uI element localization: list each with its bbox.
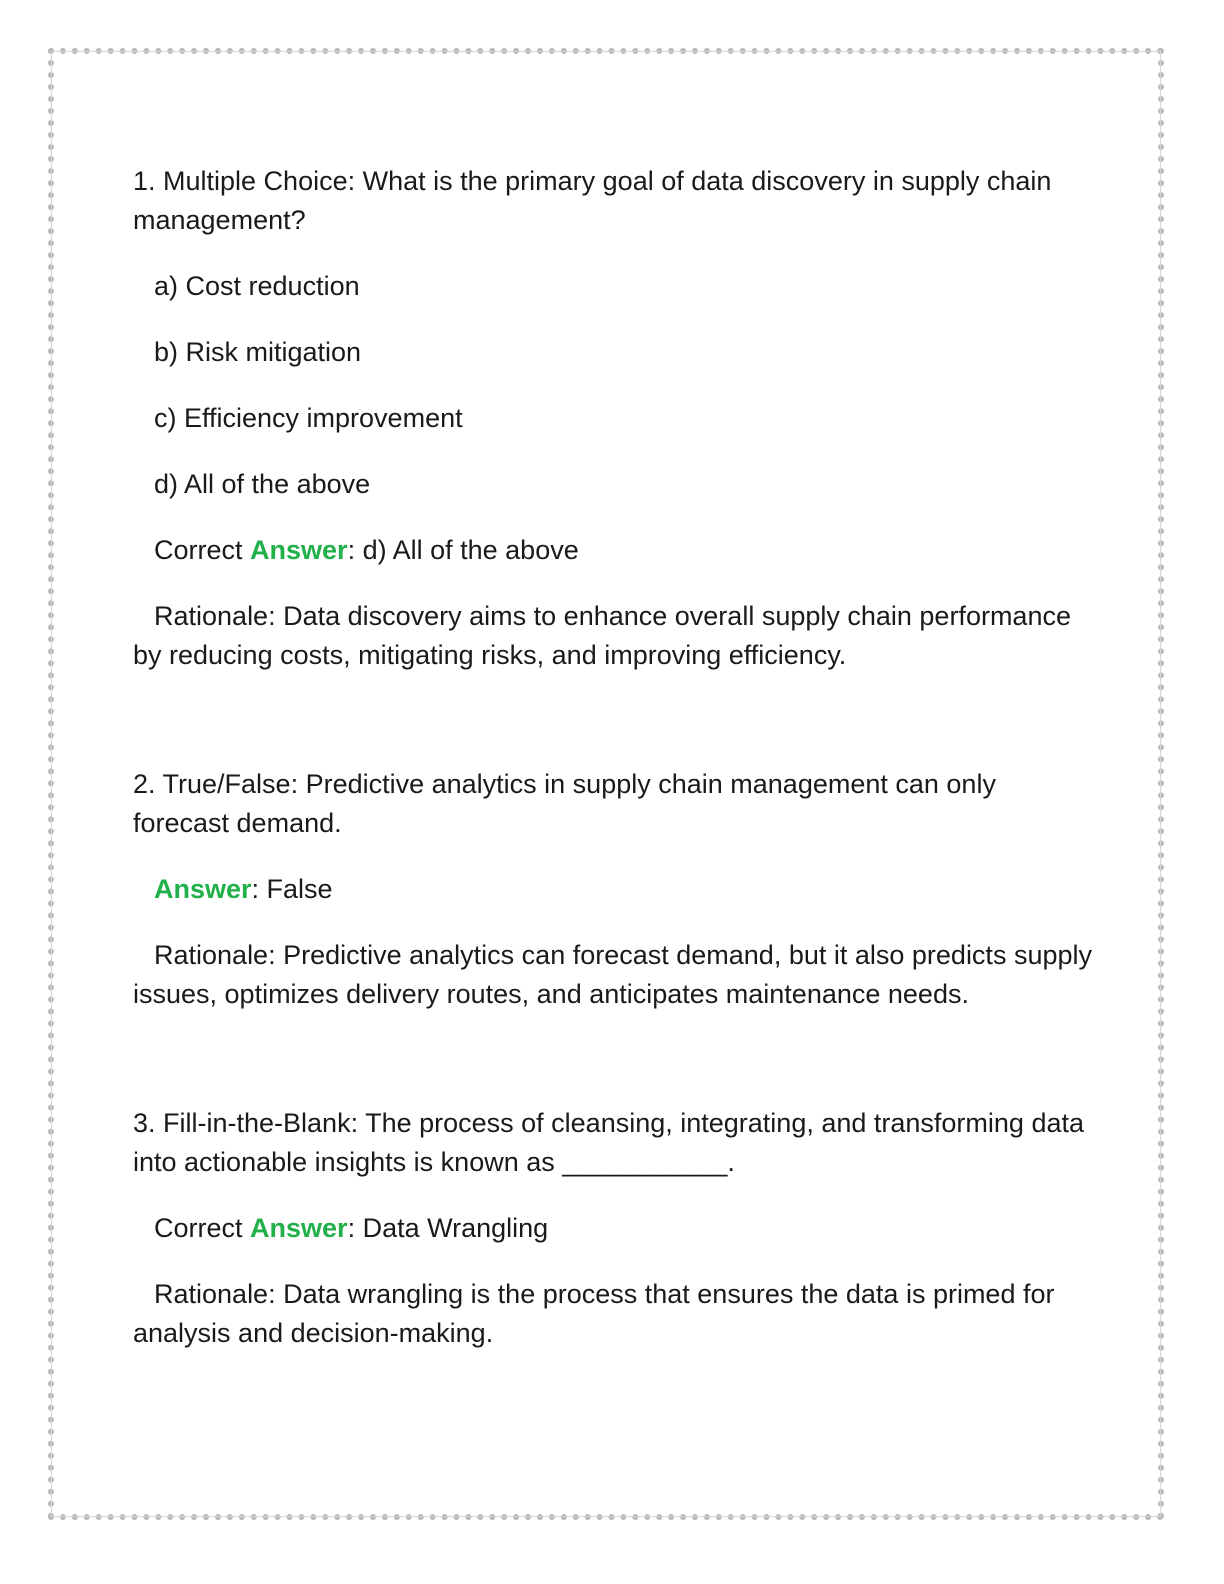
question-3-prompt: 3. Fill-in-the-Blank: The process of cleansing, integrating, and transforming data into actionable insights is known as ___________.	[133, 1108, 1084, 1177]
question-1-rationale: Rationale: Data discovery aims to enhance overall supply chain performance by reducing costs, mitigating risks, and improving efficiency.	[133, 601, 1071, 670]
quiz-content	[133, 162, 1093, 1353]
question-3-answer	[133, 1209, 1093, 1248]
question-1-option-a: a) Cost reduction	[154, 271, 360, 301]
answer-label: Answer	[250, 1213, 348, 1243]
answer-value: : d) All of the above	[347, 535, 579, 565]
answer-label: Answer	[154, 874, 252, 904]
question-3	[133, 1104, 1093, 1353]
question-2-answer	[133, 870, 1093, 909]
question-1-option-c: c) Efficiency improvement	[154, 403, 463, 433]
question-2-rationale: Rationale: Predictive analytics can forecast demand, but it also predicts supply issues, optimizes delivery routes, and anticipates maintenance needs.	[133, 940, 1092, 1009]
answer-prefix: Correct	[154, 535, 251, 565]
question-1-option-d: d) All of the above	[154, 469, 371, 499]
question-2	[133, 765, 1093, 1014]
question-1-answer	[133, 531, 1093, 570]
question-1-option-b: b) Risk mitigation	[154, 337, 362, 367]
answer-prefix: Correct	[154, 1213, 251, 1243]
answer-label: Answer	[250, 535, 348, 565]
question-2-prompt: 2. True/False: Predictive analytics in supply chain management can only forecast demand.	[133, 769, 996, 838]
question-1	[133, 162, 1093, 675]
answer-value: : Data Wrangling	[347, 1213, 549, 1243]
answer-value: : False	[251, 874, 333, 904]
question-1-prompt: 1. Multiple Choice: What is the primary goal of data discovery in supply chain management?	[133, 166, 1052, 235]
question-3-rationale: Rationale: Data wrangling is the process that ensures the data is primed for analysis and decision-making.	[133, 1279, 1055, 1348]
